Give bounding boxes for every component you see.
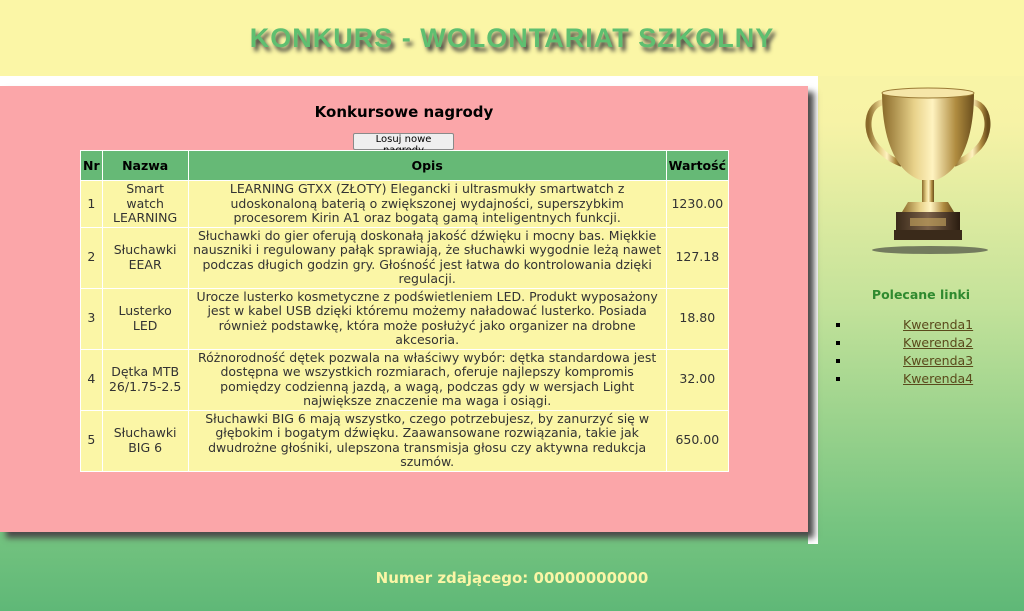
sidebar [818,76,1024,544]
bullet-icon [836,359,840,363]
cell-name: Dętka MTB 26/1.75-2.5 [103,350,188,410]
cell-name: Smart watch LEARNING [103,181,188,227]
cell-description: Słuchawki BIG 6 mają wszystko, czego potrzebujesz, by zanurzyć się w głębokim i bogatym dźwięku. Zaawansowane rozwiązania, takie jak dwudrożne głośniki, ulepszona transmisja głosu czy aktywna redukcja szumów. [189,411,666,471]
bullet-icon [836,377,840,381]
column-header-nr: Nr [81,151,102,180]
column-header-value: Wartość [667,151,728,180]
link-kwerenda1[interactable]: Kwerenda1 [903,317,974,332]
draw-prizes-button[interactable]: Losuj nowe [353,133,454,150]
cell-description: Różnorodność dętek pozwala na właściwy wybór: dętka standardowa jest dostępna we wszystkich rozmiarach, oferuje najlepszy kompromis pomiędzy codzienną jazdą, a wagą, podczas gdy w wersjach Light największe znaczenie ma waga i osiągi. [189,350,666,410]
prizes-table [80,150,729,472]
trophy-image [858,84,998,254]
cell-nr: 4 [81,350,102,410]
links-heading: Polecane linki [871,287,971,302]
table-row [81,289,728,349]
bullet-icon [836,341,840,345]
cell-value: 127.18 [667,228,728,288]
cell-name: Lusterko LED [103,289,188,349]
cell-description: LEARNING GTXX (ZŁOTY) Elegancki i ultrasmukły smartwatch z udoskonaloną baterią o zwiększonej wydajności, superszybkim procesorem Kirin A1 oraz bogatą gamą inteligentnych funkcji. [189,181,666,227]
bullet-icon [836,323,840,327]
cell-value: 1230.00 [667,181,728,227]
cell-name: Słuchawki EEAR [103,228,188,288]
main-section [0,86,808,532]
column-header-description: Opis [189,151,666,180]
exam-number: Numer zdającego: 00000000000 [375,568,649,587]
cell-nr: 3 [81,289,102,349]
table-row [81,350,728,410]
page-header [0,0,1024,76]
table-row [81,411,728,471]
column-header-name: Nazwa [103,151,188,180]
table-row [81,228,728,288]
cell-description: Słuchawki do gier oferują doskonałą jakość dźwięku i mocny bas. Miękkie nauszniki i regulowany pałąk sprawiają, że słuchawki wygodnie leżą nawet podczas długich godzin gry. Głośność jest łatwa do kontrolowania dzięki regulacji. [189,228,666,288]
cell-value: 18.80 [667,289,728,349]
cell-nr: 1 [81,181,102,227]
cell-name: Słuchawki BIG 6 [103,411,188,471]
page-title: KONKURS - WOLONTARIAT SZKOLNY [249,22,775,53]
cell-value: 32.00 [667,350,728,410]
cell-description: Urocze lusterko kosmetyczne z podświetleniem LED. Produkt wyposażony jest w kabel USB dzięki któremu możemy naładować lusterko. Posiada również podstawkę, która może posłużyć jako organizer na drobne akcesoria. [189,289,666,349]
table-row [81,181,728,227]
cell-nr: 2 [81,228,102,288]
page-footer [0,544,1024,611]
section-heading: Konkursowe nagrody [314,103,494,121]
table-header-row [81,151,728,180]
main-frame-top [0,76,818,86]
cell-value: 650.00 [667,411,728,471]
main-frame-right [808,76,818,544]
link-kwerenda2[interactable]: Kwerenda2 [903,335,974,350]
link-kwerenda3[interactable]: Kwerenda3 [903,353,974,368]
link-kwerenda4[interactable]: Kwerenda4 [903,371,974,386]
cell-nr: 5 [81,411,102,471]
